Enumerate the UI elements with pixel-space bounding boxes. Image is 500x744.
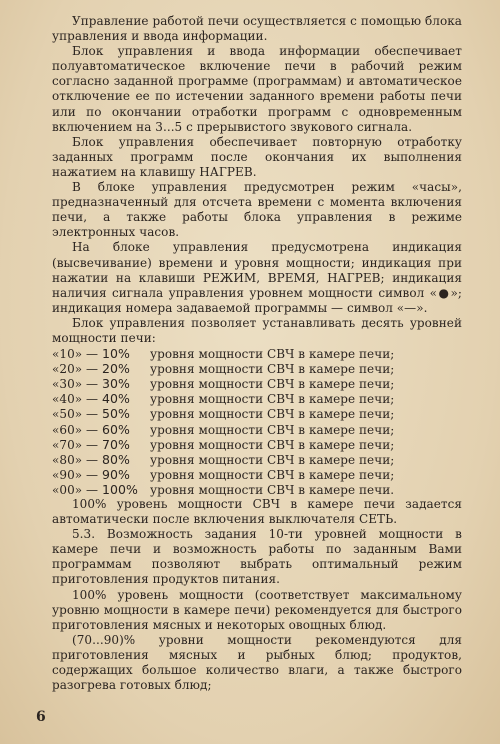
level-percent: 80%	[102, 451, 130, 467]
power-level-item	[52, 467, 462, 482]
level-description: уровня мощности СВЧ в камере печи;	[150, 347, 395, 362]
level-percent: 40%	[102, 391, 130, 407]
paragraph-repeat-program: Блок управления обеспечивает повторную отработку заданных программ после окончания их выполнения нажатием на клавишу НАГРЕВ.	[52, 134, 462, 179]
level-description: уровня мощности СВЧ в камере печи;	[150, 452, 395, 467]
level-description: уровня мощности СВЧ в камере печи;	[150, 422, 395, 437]
level-dash: —	[85, 422, 99, 437]
level-dash: —	[85, 392, 99, 407]
paragraph-default-power: 100% уровень мощности СВЧ в камере печи задается автоматически после включения выключателя СЕТЬ.	[52, 497, 462, 527]
paragraph-power-levels-intro: Блок управления позволяет устанавливать десять уровней мощности печи:	[52, 315, 462, 345]
level-description: уровня мощности СВЧ в камере печи;	[150, 467, 395, 482]
power-level-item	[52, 391, 462, 406]
paragraph-full-power-usage: 100% уровень мощности (соответствует максимальному уровню мощности в камере печи) рекомендуется для быстрого приготовления мясных и некоторых овощных блюд.	[52, 587, 462, 632]
level-code: «80»	[52, 452, 83, 467]
level-description: уровня мощности СВЧ в камере печи;	[150, 362, 395, 377]
level-code: «40»	[52, 392, 83, 407]
level-description: уровня мощности СВЧ в камере печи;	[150, 437, 395, 452]
level-dash: —	[85, 407, 99, 422]
level-percent: 70%	[102, 436, 130, 452]
level-percent: 60%	[102, 421, 130, 437]
power-level-item	[52, 361, 462, 376]
level-dash: —	[85, 482, 99, 497]
level-code: «30»	[52, 377, 83, 392]
level-code: «10»	[52, 347, 83, 362]
level-code: «20»	[52, 362, 83, 377]
power-level-item	[52, 422, 462, 437]
level-code: «60»	[52, 422, 83, 437]
power-level-item	[52, 376, 462, 391]
level-description: уровня мощности СВЧ в камере печи;	[150, 377, 395, 392]
document-page	[52, 14, 462, 734]
level-dash: —	[85, 437, 99, 452]
level-description: уровня мощности СВЧ в камере печи.	[150, 482, 395, 497]
level-dash: —	[85, 347, 99, 362]
paragraph-section-5-3: 5.3. Возможность задания 10-ти уровней мощности в камере печи и возможность работы по заданным Вами программам позволяют выбрать оптимальный режим приготовления продуктов питания.	[52, 527, 462, 587]
power-level-item	[52, 346, 462, 361]
power-level-item	[52, 406, 462, 421]
level-description: уровня мощности СВЧ в камере печи;	[150, 392, 395, 407]
level-description: уровня мощности СВЧ в камере печи;	[150, 407, 395, 422]
paragraph-intro: Управление работой печи осуществляется с помощью блока управления и ввода информации.	[52, 14, 462, 44]
power-level-item	[52, 437, 462, 452]
level-dash: —	[85, 452, 99, 467]
power-level-list	[52, 346, 462, 497]
power-level-item	[52, 482, 462, 497]
level-code: «90»	[52, 467, 83, 482]
level-percent: 50%	[102, 406, 130, 422]
level-percent: 90%	[102, 466, 130, 482]
level-code: «00»	[52, 482, 83, 497]
level-percent: 30%	[102, 376, 130, 392]
level-dash: —	[85, 362, 99, 377]
level-percent: 20%	[102, 361, 130, 377]
paragraph-indication: На блоке управления предусмотрена индикация (высвечивание) времени и уровня мощности; индикация при нажатии на клавиши РЕЖИМ, ВРЕМЯ, НАГРЕВ; индикация наличия сигнала управления уровнем мощности символ «●»; индикация номера задаваемой программы — символ «—».	[52, 240, 462, 315]
level-dash: —	[85, 377, 99, 392]
page-number: 6	[36, 709, 46, 725]
power-level-item	[52, 452, 462, 467]
level-code: «50»	[52, 407, 83, 422]
level-dash: —	[85, 467, 99, 482]
level-percent: 10%	[102, 346, 130, 362]
level-percent: 100%	[102, 481, 138, 497]
paragraph-clock-mode: В блоке управления предусмотрен режим «часы», предназначенный для отсчета времени с момента включения печи, а также работы блока управления в режиме электронных часов.	[52, 180, 462, 240]
paragraph-70-90-usage: (70...90)% уровни мощности рекомендуются для приготовления мясных и рыбных блюд; продуктов, содержащих большое количество влаги, а также быстрого разогрева готовых блюд;	[52, 632, 462, 693]
level-code: «70»	[52, 437, 83, 452]
paragraph-control-unit: Блок управления и ввода информации обеспечивает полуавтоматическое включение печи в рабочий режим согласно заданной программе (программам) и автоматическое отключение ее по истечении заданного времени работы печи или по окончании отработки программ с одновременным включением на 3...5 с прерывистого звукового сигнала.	[52, 44, 462, 134]
